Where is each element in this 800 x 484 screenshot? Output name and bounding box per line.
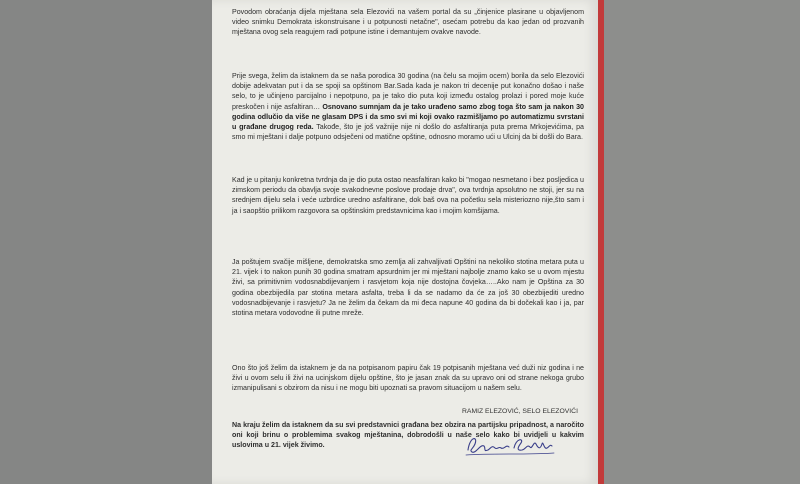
signature-name: RAMIZ ELEZOVIĆ, SELO ELEZOVIĆI: [462, 408, 578, 415]
paragraph-closing: Na kraju želim da istaknem da su svi predstavnici građana bez obzira na partijsku pripadnost, a naročito oni koji brinu o problemima svakog mještanina, dobrodošli u naše selo kako bi uvidjeli u kakvim uslovima u 21. vijek živimo.: [232, 421, 584, 450]
paragraph-signatures: Ono što još želim da istaknem je da na potpisanom papiru čak 19 potpisanih mještana već duži niz godina i ne živi u ovom selu ili živi na ucinjskom dijelu opštine, što je jasan znak da su upravo oni od strane nekoga grubo izmanipulisani s obzirom da nisu i ne mogu biti upoznati sa pravom situacijom u našem selu.: [232, 364, 584, 393]
paragraph-road-history-bold: Osnovano sumnjam da je tako urađeno samo zbog toga što sam ja nakon 30 godina odlučio da više ne glasam DPS i da smo svi mi koji ovako razmišljamo po automatizmu svrstani u građane drugog reda.: [232, 102, 584, 132]
paragraph-road-history: [232, 71, 584, 142]
paragraph-opinion: Ja poštujem svačije mišljene, demokratska smo zemlja ali zahvaljivati Opštini na nekoliko stotina metara puta u 21. vijek i to nakon punih 30 godina smatram apsurdnim jer mi mještani najbolje znamo kako se u ovom mjestu živi, sa primitivnim vodosnabdijevanjem i rasvjetom koja nije dostojna čovjeka…..Ako nam je Opština za 30 godina obezbijedila par stotina metara asfalta, treba li da se nadamo da će za još 30 obezbijediti uredno vodosnadbijevanje i rasvjetu? Ja ne želim da čekam da mi đeca napune 40 godina da bi dočekali kao i ja, par stotina metara vodovodne ili putne mreže.: [232, 258, 584, 318]
background-right: [602, 0, 800, 484]
paragraph-road-history-text: Prije svega, želim da istaknem da se naša porodica 30 godina (na čelu sa mojim ocem) borila da selo Elezovići dobije adekvatan put i da se spoji sa opštinom Bar.Sada kada je nakon tri decenije put konačno došao i naše selo, to je učinjeno parcijalno i nepotpuno, pa je tako dio puta koji između ostalog prolazi i pored moje kuće preskočen i nije asfaltiran… Osnovano sumnjam da je tako urađeno samo zbog toga što sam ja nakon 30 godina odlučio da više ne glasam DPS i da smo svi mi koji ovako razmišljamo po automatizmu svrstani u građane drugog reda. Takođe, što je još važnije nije ni došlo do asfaltiranja puta prema Mrkojevićima, pa smo mi mještani i dalje potpuno odsječeni od matične opštine, odnosno moramo ući u Ulcinj da bi došli do Bara.: [232, 72, 584, 142]
paragraph-claim-response: Kad je u pitanju konkretna tvrdnja da je dio puta ostao neasfaltiran kako bi "mogao nesmetano i bez posljedica u zimskom periodu da obavlja svoje svakodnevne poslove prodaje drva", ova tvrdnja apsolutno ne stoji, jer su na srednjem dijelu sela i veće uzbrdice uredno asfaltirane, dok baš ova na početku sela misteriozno nije,što sam i ja i saopštio prilikom razgovora sa opštinskim predstavnicima kao i mojim komšijama.: [232, 176, 584, 215]
handwritten-signature: [464, 430, 556, 460]
background-left: [0, 0, 212, 484]
paragraph-intro: Povodom obraćanja dijela mještana sela Elezovići na vašem portal da su „činjenice plasirane u objavljenom video snimku Demokrata iskonstruisane i u potpunosti netačne", osećam potrebu da kao jedan od prozvanih mještana ovog sela reagujem radi potpune istine i demantujem ovakve navode.: [232, 8, 584, 37]
